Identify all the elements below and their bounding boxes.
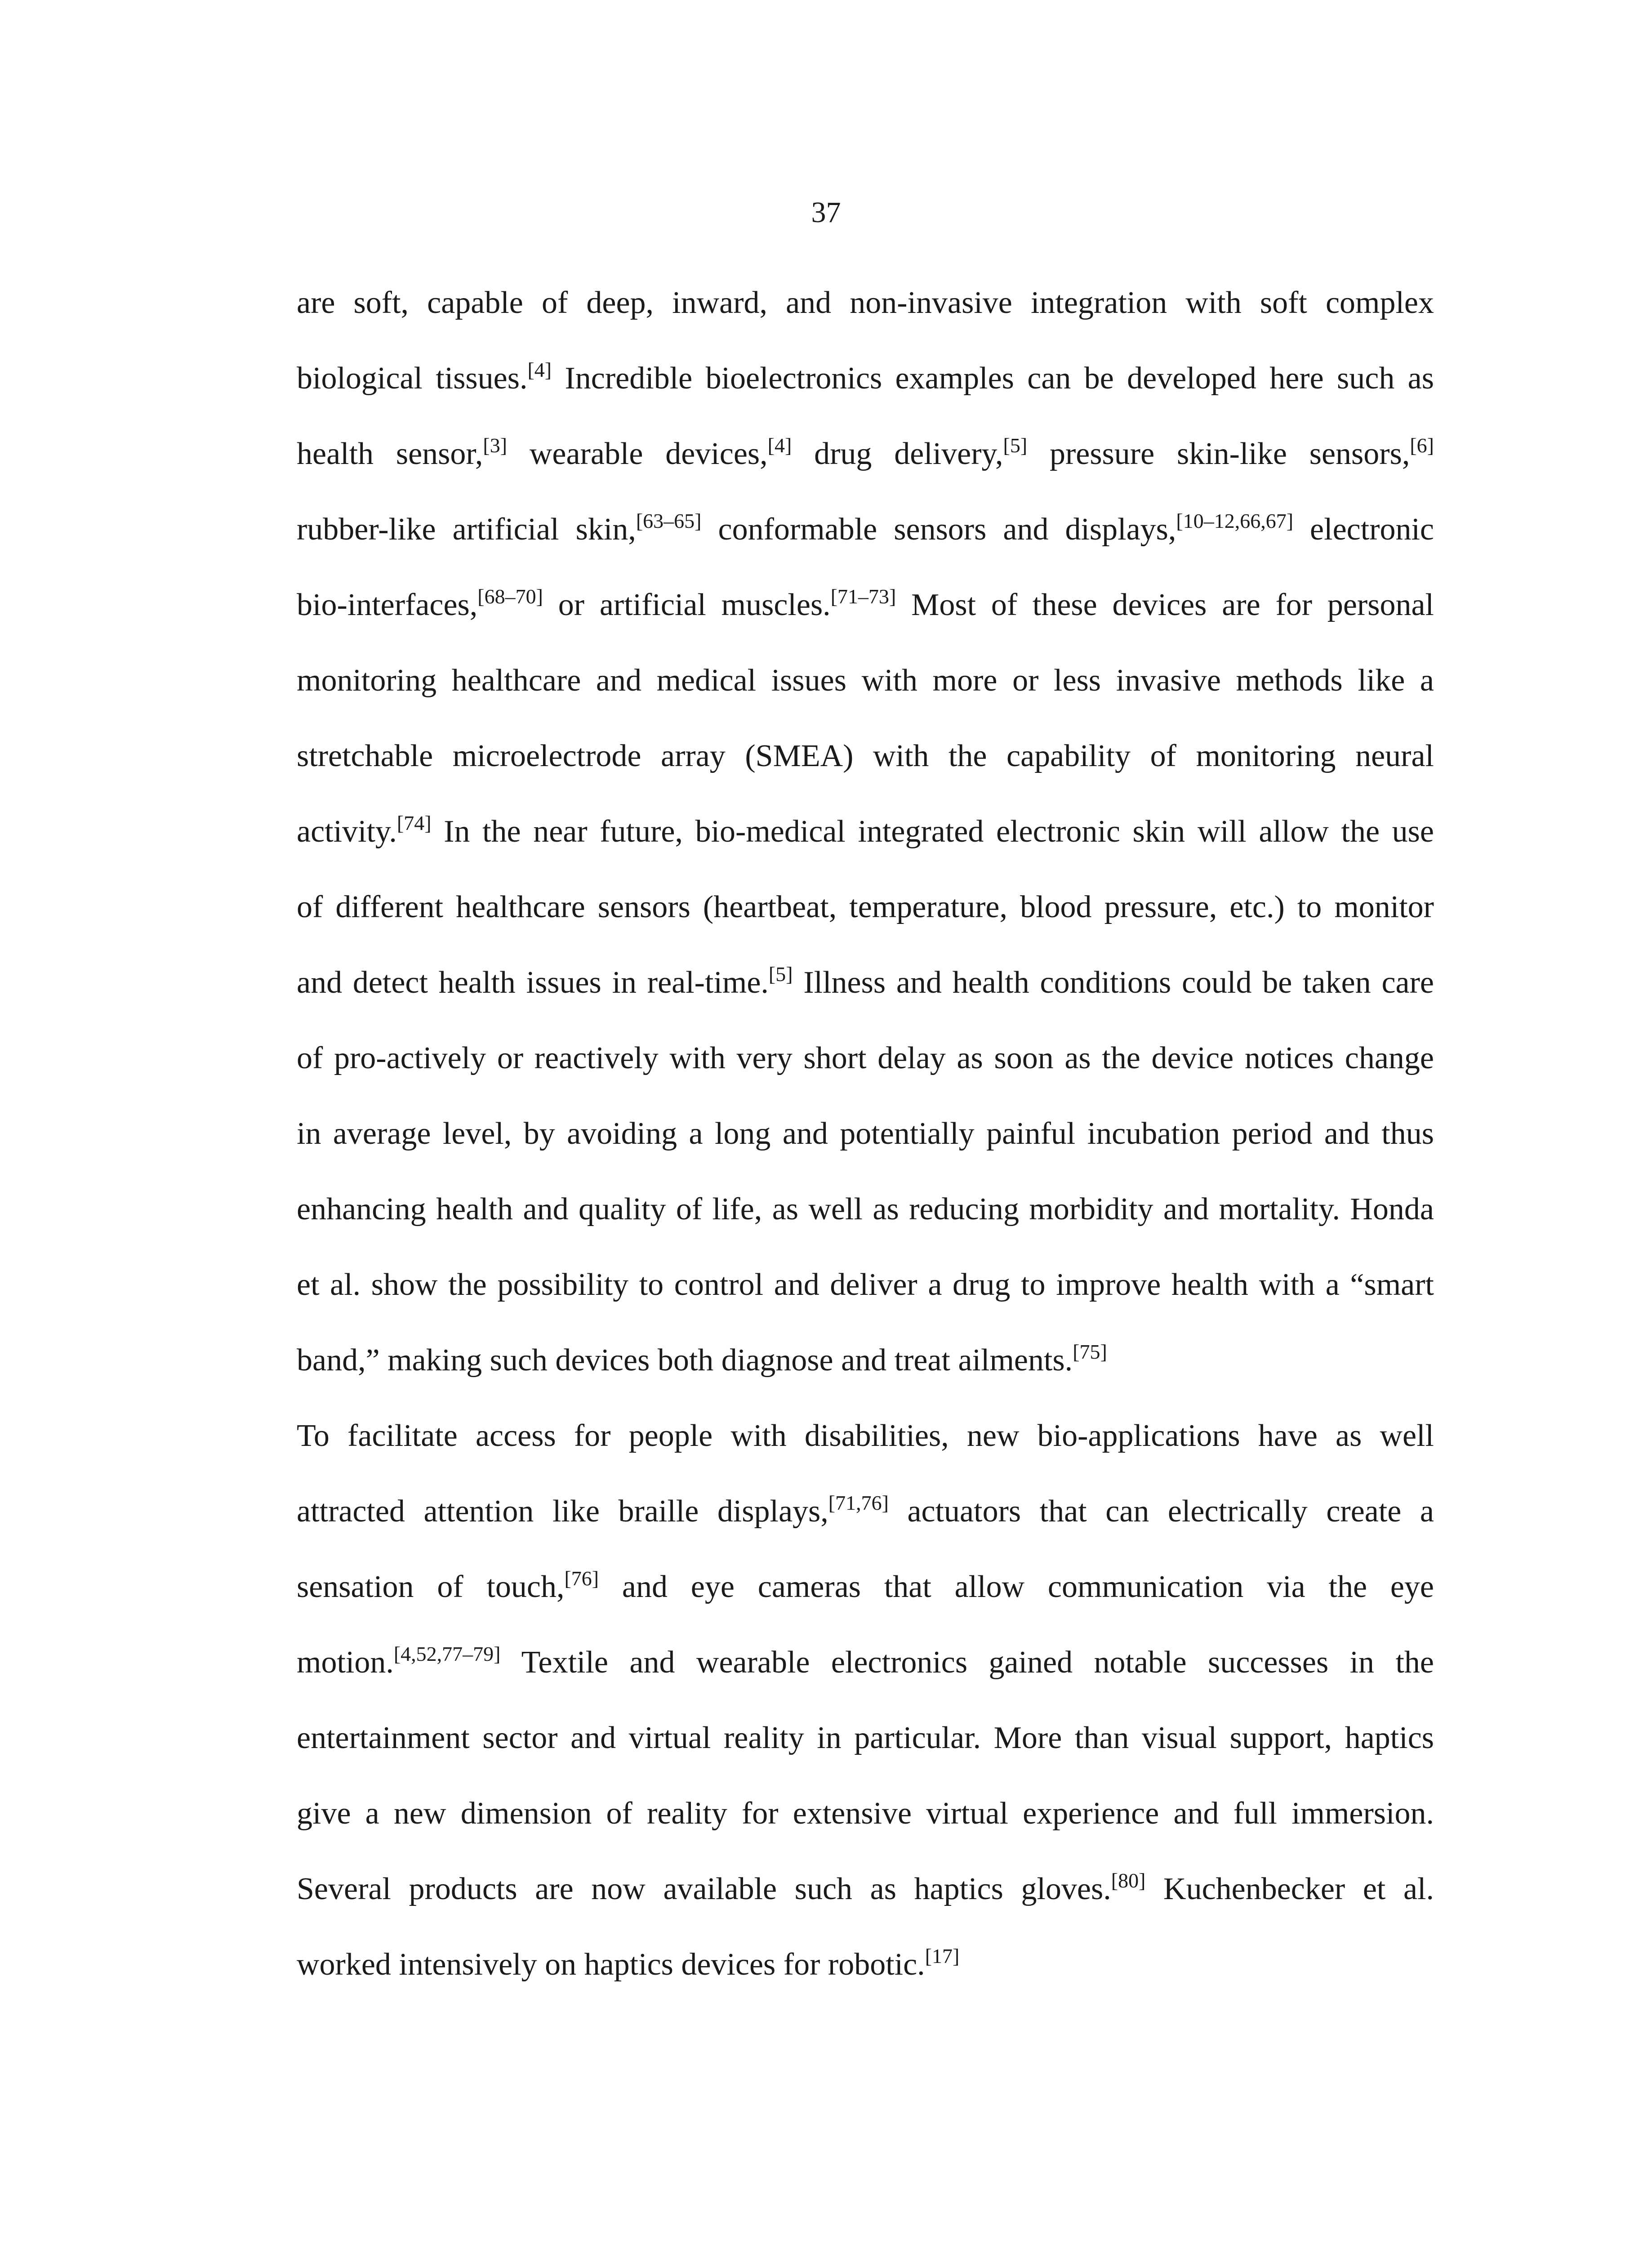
citation-reference: [74] xyxy=(396,812,432,834)
text-segment: give a new dimension of reality for extensive virtual experience and full immersion. xyxy=(297,1796,1434,1831)
text-line xyxy=(297,1700,1434,1776)
text-line xyxy=(297,1549,1434,1625)
citation-reference: [4] xyxy=(767,434,792,457)
text-segment: Kuchenbecker et al. xyxy=(1145,1872,1434,1906)
text-segment: sensation of touch, xyxy=(297,1570,565,1604)
text-line xyxy=(297,1851,1434,1927)
text-line xyxy=(297,1021,1434,1096)
text-segment: health sensor, xyxy=(297,437,483,471)
citation-reference: [75] xyxy=(1073,1340,1107,1363)
text-line xyxy=(297,416,1434,492)
citation-reference: [4] xyxy=(527,358,552,381)
citation-reference: [3] xyxy=(483,434,508,457)
text-line xyxy=(297,870,1434,945)
citation-reference: [68–70] xyxy=(477,585,543,608)
text-segment: are soft, capable of deep, inward, and non-invasive integration with soft complex xyxy=(297,285,1434,320)
text-line xyxy=(297,1927,1434,2003)
text-segment: and eye cameras that allow communication via the eye xyxy=(599,1570,1434,1604)
text-line xyxy=(297,794,1434,870)
text-segment: In the near future, bio-medical integrated electronic skin will allow the use xyxy=(431,814,1434,849)
text-line xyxy=(297,1096,1434,1172)
text-segment: worked intensively on haptics devices for robotic. xyxy=(297,1947,925,1982)
text-line xyxy=(297,1776,1434,1851)
text-segment: attracted attention like braille displays, xyxy=(297,1494,828,1529)
text-segment: drug delivery, xyxy=(792,437,1003,471)
text-line xyxy=(297,1474,1434,1549)
text-segment: Most of these devices are for personal xyxy=(896,588,1434,622)
text-segment: et al. show the possibility to control and deliver a drug to improve health with a “smart xyxy=(297,1267,1434,1302)
text-segment: Several products are now available such as haptics gloves. xyxy=(297,1872,1111,1906)
text-segment: conformable sensors and displays, xyxy=(701,512,1176,547)
text-line xyxy=(297,1398,1434,1474)
text-segment: To facilitate access for people with disabilities, new bio-applications have as well xyxy=(297,1418,1434,1453)
text-line xyxy=(297,1172,1434,1247)
text-line xyxy=(297,718,1434,794)
text-segment: stretchable microelectrode array (SMEA) with the capability of monitoring neural xyxy=(297,739,1434,773)
body-text xyxy=(297,265,1434,2003)
text-segment: bio-interfaces, xyxy=(297,588,478,622)
text-segment: or artificial muscles. xyxy=(543,588,831,622)
text-segment: monitoring healthcare and medical issues with more or less invasive methods like a xyxy=(297,663,1434,698)
text-segment: electronic xyxy=(1293,512,1434,547)
text-segment: pressure skin-like sensors, xyxy=(1027,437,1410,471)
text-segment: of pro-actively or reactively with very short delay as soon as the device notices change xyxy=(297,1041,1434,1075)
text-line xyxy=(297,1323,1434,1398)
citation-reference: [71,76] xyxy=(828,1491,889,1514)
citation-reference: [10–12,66,67] xyxy=(1176,509,1294,532)
text-line xyxy=(297,265,1434,341)
text-segment: enhancing health and quality of life, as well as reducing morbidity and mortality. Honda xyxy=(297,1192,1434,1227)
text-segment: activity. xyxy=(297,814,397,849)
text-segment: wearable devices, xyxy=(507,437,768,471)
text-segment: motion. xyxy=(297,1645,394,1680)
text-line xyxy=(297,643,1434,718)
text-segment: band,” making such devices both diagnose and treat ailments. xyxy=(297,1343,1073,1378)
text-segment: of different healthcare sensors (heartbeat, temperature, blood pressure, etc.) to monitor xyxy=(297,890,1434,924)
text-segment: entertainment sector and virtual reality in particular. More than visual support, haptics xyxy=(297,1721,1434,1755)
text-segment: Illness and health conditions could be taken care xyxy=(793,965,1434,1000)
citation-reference: [71–73] xyxy=(830,585,896,608)
citation-reference: [4,52,77–79] xyxy=(393,1642,501,1665)
text-segment: rubber-like artificial skin, xyxy=(297,512,636,547)
text-segment: and detect health issues in real-time. xyxy=(297,965,769,1000)
citation-reference: [6] xyxy=(1410,434,1434,457)
text-segment: biological tissues. xyxy=(297,361,528,396)
text-line xyxy=(297,1247,1434,1323)
text-line xyxy=(297,492,1434,567)
text-segment: Textile and wearable electronics gained notable successes in the xyxy=(500,1645,1434,1680)
text-line xyxy=(297,567,1434,643)
text-line xyxy=(297,945,1434,1021)
page-number: 37 xyxy=(811,196,841,229)
citation-reference: [5] xyxy=(1003,434,1028,457)
text-segment: actuators that can electrically create a xyxy=(888,1494,1434,1529)
text-line xyxy=(297,1625,1434,1700)
citation-reference: [5] xyxy=(768,963,793,986)
citation-reference: [17] xyxy=(925,1945,960,1967)
citation-reference: [76] xyxy=(564,1567,599,1590)
text-segment: in average level, by avoiding a long and potentially painful incubation period and thus xyxy=(297,1116,1434,1151)
text-segment: Incredible bioelectronics examples can be developed here such as xyxy=(552,361,1434,396)
citation-reference: [80] xyxy=(1111,1869,1146,1892)
text-line xyxy=(297,341,1434,416)
citation-reference: [63–65] xyxy=(636,509,702,532)
